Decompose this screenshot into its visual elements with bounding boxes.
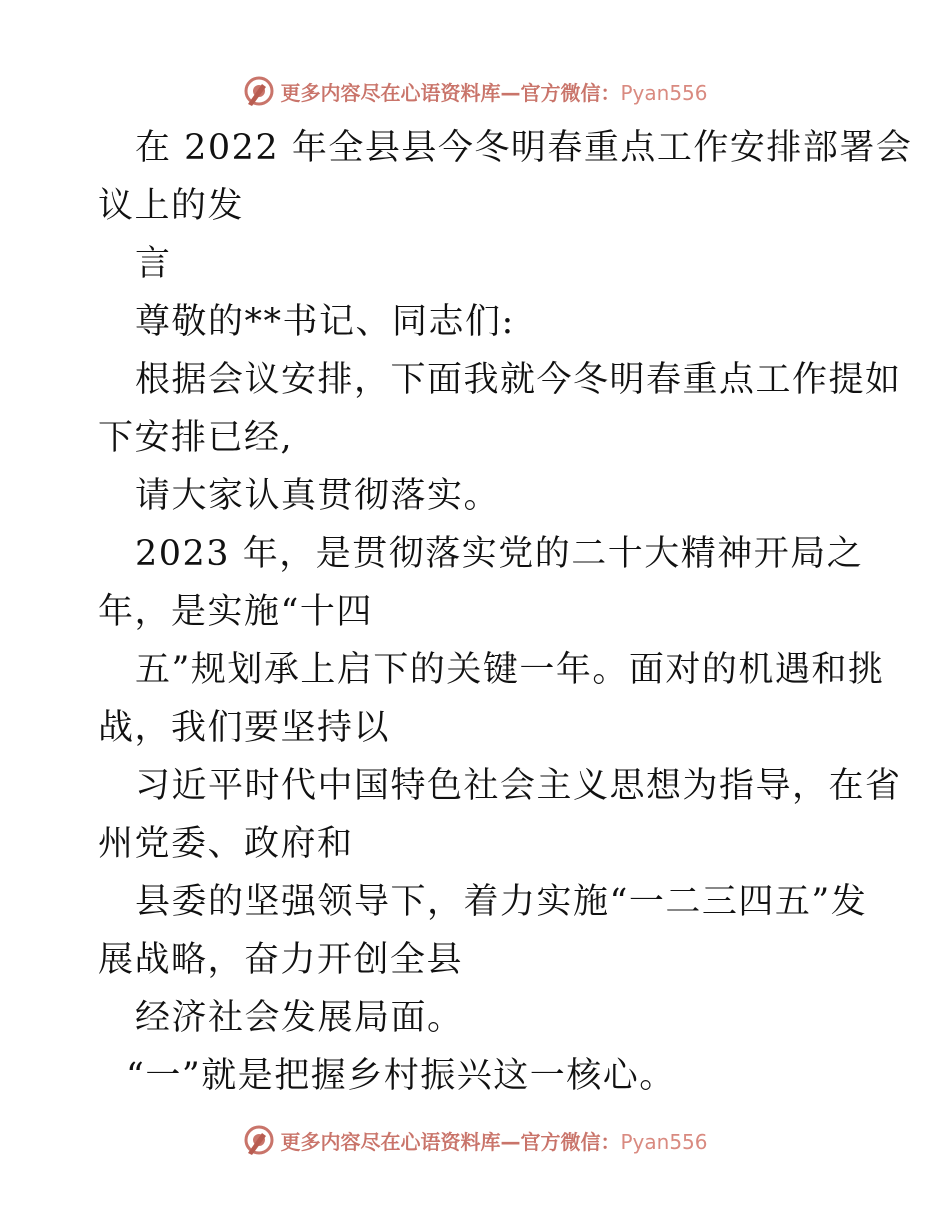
doc-line: 根据会议安排，下面我就今冬明春重点工作提如 bbox=[135, 360, 902, 400]
watermark-wechat-id: Pyan556 bbox=[620, 80, 708, 105]
watermark-text: 更多内容尽在心语资料库—官方微信： bbox=[280, 1129, 621, 1154]
doc-line: 展战略，奋力开创全县 bbox=[98, 940, 464, 980]
doc-line: 县委的坚强领导下，着力实施“一二三四五”发 bbox=[135, 882, 868, 922]
doc-line: “一”就是把握乡村振兴这一核心。 bbox=[126, 1056, 676, 1096]
watermark-wechat-id: Pyan556 bbox=[620, 1129, 708, 1154]
doc-line: 请大家认真贯彻落实。 bbox=[135, 476, 501, 516]
doc-line: 2023 年，是贯彻落实党的二十大精神开局之 bbox=[135, 534, 864, 574]
doc-line: 下安排已经, bbox=[98, 418, 294, 458]
pen-logo-icon bbox=[242, 1123, 276, 1157]
doc-line: 在 2022 年全县县今冬明春重点工作安排部署会 bbox=[135, 128, 913, 168]
doc-line: 尊敬的**书记、同志们: bbox=[135, 302, 515, 342]
doc-line: 习近平时代中国特色社会主义思想为指导，在省 bbox=[135, 766, 902, 806]
footer-watermark bbox=[0, 1120, 950, 1160]
doc-line: 州党委、政府和 bbox=[98, 824, 354, 864]
doc-line: 战，我们要坚持以 bbox=[98, 708, 391, 748]
watermark-text: 更多内容尽在心语资料库—官方微信： bbox=[280, 80, 621, 105]
doc-line: 经济社会发展局面。 bbox=[135, 998, 464, 1038]
doc-line: 年，是实施“十四 bbox=[98, 592, 373, 632]
doc-line: 五”规划承上启下的关键一年。面对的机遇和挑 bbox=[135, 650, 885, 690]
doc-line: 言 bbox=[135, 244, 172, 284]
doc-line: 议上的发 bbox=[98, 186, 245, 226]
